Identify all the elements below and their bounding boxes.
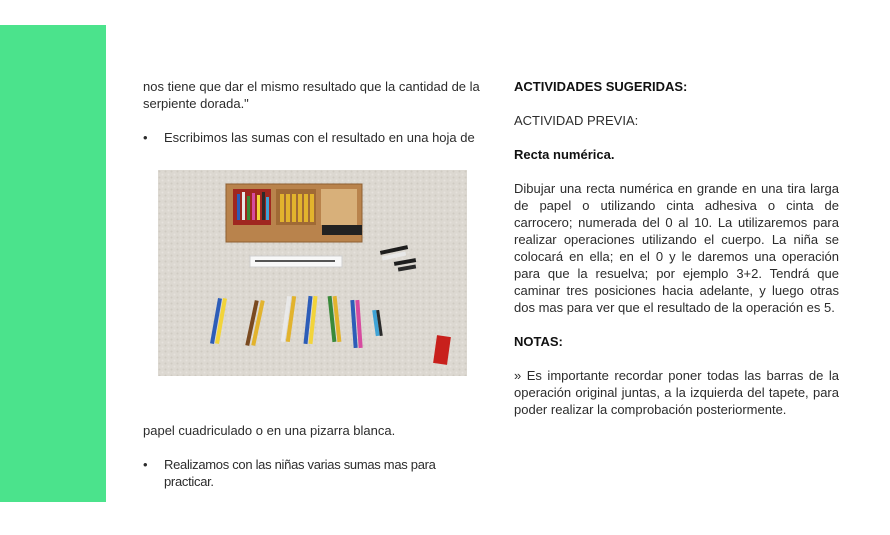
body-number-line: Dibujar una recta numérica en grande en una tira larga de papel o utilizando cinta adhesiva o cinta de carrocero; numerada del 0 al 10. La utilizaremos para realizar operaciones utilizando el cuerpo. La niña se colocará en ella; en el 0 y le daremos una operación para que la resuelva; por ejemplo 3+2. Tendrá que caminar tres posiciones hacia adelante, y luego otras dos mas para ver que el resultado de la operación es 5. (514, 181, 839, 315)
paragraph-squared-paper: papel cuadriculado o en una pizarra blanca. (143, 423, 396, 438)
bullet-text: Escribimos las sumas con el resultado en una hoja de (164, 130, 475, 145)
green-side-bar (0, 25, 106, 502)
subheading-previous-activity: ACTIVIDAD PREVIA: (514, 113, 639, 128)
right-column (514, 78, 839, 418)
left-column-lower (143, 422, 488, 490)
left-column (143, 78, 488, 146)
body-notes: » Es importante recordar poner todas las barras de la operación original juntas, a la izquierda del tapete, para poder realizar la comprobación posteriormente. (514, 368, 839, 417)
heading-notes: NOTAS: (514, 334, 563, 349)
montessori-beads-photo (158, 170, 467, 376)
bullet-text: Realizamos con las niñas varias sumas mas para practicar. (164, 457, 436, 489)
heading-activities: ACTIVIDADES SUGERIDAS: (514, 79, 688, 94)
paragraph-continuation: nos tiene que dar el mismo resultado que la cantidad de la serpiente dorada." (143, 79, 480, 111)
bullet-icon: • (143, 457, 148, 472)
bullet-item-more-sums (143, 456, 488, 490)
bullet-icon: • (143, 130, 148, 145)
bullet-item-write-sums (143, 129, 488, 146)
heading-number-line: Recta numérica. (514, 147, 615, 162)
